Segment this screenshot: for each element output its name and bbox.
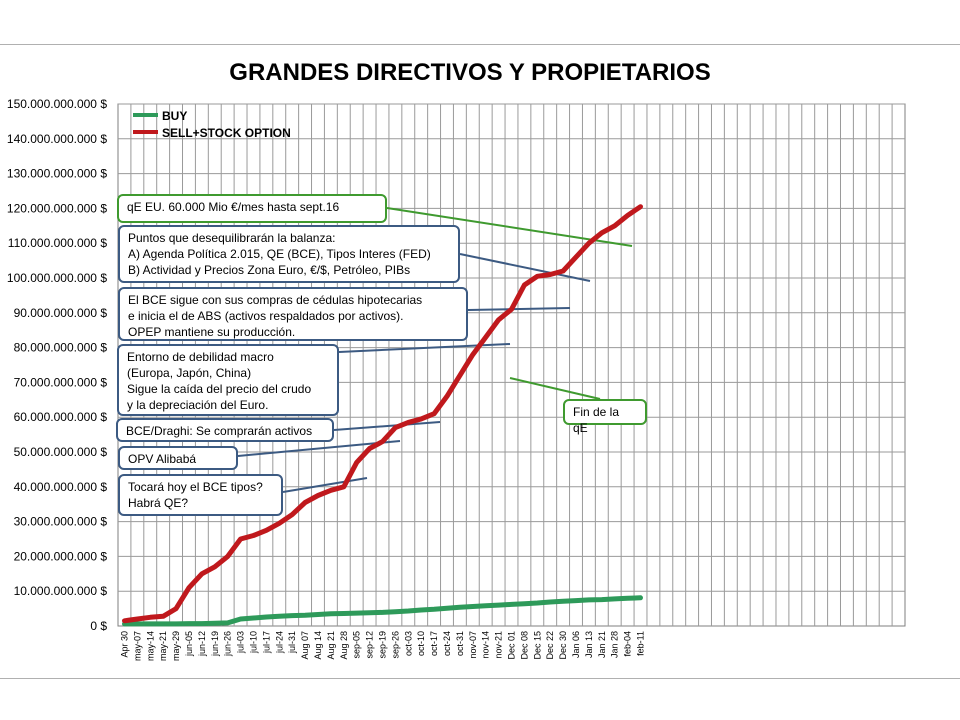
data-point (226, 621, 229, 624)
data-point (587, 242, 590, 245)
data-point (123, 619, 126, 622)
data-point (316, 494, 319, 497)
data-point (420, 608, 423, 611)
x-tick-label: Jan 21 (596, 631, 607, 659)
data-point (536, 275, 539, 278)
x-tick-label: oct-17 (429, 631, 440, 657)
x-tick-label: Jan 06 (571, 631, 582, 659)
x-tick-label: jun-05 (183, 631, 194, 657)
data-point (291, 614, 294, 617)
data-point (613, 597, 616, 600)
chart-title: GRANDES DIRECTIVOS Y PROPIETARIOS (229, 59, 711, 86)
x-tick-label: sep-12 (364, 631, 375, 659)
data-point (575, 256, 578, 259)
x-tick-label: Apr 30 (119, 631, 130, 658)
y-tick-label: 130.000.000.000 $ (6, 166, 107, 181)
y-tick-label: 100.000.000.000 $ (6, 271, 107, 285)
data-point (639, 596, 642, 599)
data-point (355, 612, 358, 615)
data-point (316, 613, 319, 616)
data-point (549, 273, 552, 276)
x-tick-label: feb-11 (635, 631, 646, 656)
data-point (613, 224, 616, 227)
data-point (265, 529, 268, 532)
x-tick-label: Aug 07 (300, 631, 311, 660)
data-point (368, 611, 371, 614)
x-tick-label: Aug 14 (312, 631, 323, 660)
data-point (484, 604, 487, 607)
data-point (536, 602, 539, 605)
x-tick-label: Dec 08 (519, 631, 530, 660)
callout-fin-qe: Fin de la qE (563, 399, 647, 425)
data-point (562, 270, 565, 273)
x-tick-label: feb-04 (622, 631, 633, 657)
x-tick-label: jun-12 (196, 631, 207, 657)
data-point (497, 318, 500, 321)
data-point (445, 607, 448, 610)
data-point (523, 602, 526, 605)
data-point (149, 622, 152, 625)
x-tick-label: may-07 (132, 631, 143, 662)
data-point (342, 485, 345, 488)
data-point (291, 513, 294, 516)
x-tick-label: Jan 13 (583, 631, 594, 659)
data-point (226, 555, 229, 558)
y-tick-label: 70.000.000.000 $ (13, 375, 107, 390)
data-point (381, 440, 384, 443)
data-point (162, 622, 165, 625)
x-tick-label: nov-14 (480, 631, 491, 659)
x-tick-label: may-14 (145, 631, 156, 662)
y-tick-label: 140.000.000.000 $ (6, 131, 107, 146)
data-point (575, 599, 578, 602)
x-tick-label: Dec 15 (532, 631, 543, 660)
x-tick-label: Dec 01 (506, 631, 517, 660)
x-tick-label: jul-31 (287, 631, 298, 654)
callout-balanza: Puntos que desequilibrarán la balanza: A) Agenda Política 2.015, QE (BCE), Tipos Interes (FED) B) Actividad y Precios Zona Euro, €/$, Petróleo, PIBs (118, 225, 460, 283)
x-tick-label: oct-03 (403, 631, 414, 657)
data-point (433, 608, 436, 611)
data-point (239, 538, 242, 541)
y-tick-label: 30.000.000.000 $ (13, 514, 107, 529)
data-point (187, 622, 190, 625)
data-point (587, 598, 590, 601)
data-point (626, 214, 629, 217)
y-tick-label: 150.000.000.000 $ (6, 97, 107, 111)
x-tick-label: may-21 (158, 631, 169, 662)
x-tick-label: Aug 21 (325, 631, 336, 660)
data-point (162, 615, 165, 618)
leader-line-fin-qe (510, 378, 600, 399)
data-point (265, 615, 268, 618)
data-point (187, 586, 190, 589)
x-tick-label: jul-17 (261, 631, 272, 654)
data-point (445, 395, 448, 398)
callout-tocara: Tocará hoy el BCE tipos? Habrá QE? (118, 474, 283, 516)
callout-debilidad: Entorno de debilidad macro (Europa, Japón, China) Sigue la caída del precio del crudo y la depreciación del Euro. (117, 344, 339, 416)
legend-label: SELL+STOCK OPTION (162, 126, 291, 140)
x-axis (119, 631, 645, 661)
data-point (523, 283, 526, 286)
data-point (549, 600, 552, 603)
callout-qe-eu: qE EU. 60.000 Mio €/mes hasta sept.16 (117, 194, 387, 223)
x-tick-label: jul-24 (274, 631, 285, 654)
data-point (600, 231, 603, 234)
x-tick-label: Dec 30 (558, 631, 569, 660)
data-point (200, 572, 203, 575)
data-point (407, 610, 410, 613)
x-tick-label: nov-21 (493, 631, 504, 659)
data-point (471, 353, 474, 356)
y-tick-label: 0 $ (90, 619, 107, 633)
data-point (381, 611, 384, 614)
data-point (213, 622, 216, 625)
data-point (329, 612, 332, 615)
data-point (420, 417, 423, 420)
data-point (342, 612, 345, 615)
data-point (252, 616, 255, 619)
y-axis (7, 97, 107, 633)
y-tick-label: 40.000.000.000 $ (13, 479, 107, 494)
leader-line-tocara (283, 478, 367, 492)
data-point (175, 607, 178, 610)
data-point (278, 615, 281, 618)
data-point (562, 600, 565, 603)
callout-opv: OPV Alibabá (118, 446, 238, 470)
data-point (200, 622, 203, 625)
x-tick-label: jun-19 (209, 631, 220, 657)
data-point (175, 622, 178, 625)
data-point (304, 614, 307, 617)
data-point (600, 598, 603, 601)
y-tick-label: 110.000.000.000 $ (7, 236, 107, 251)
data-point (304, 501, 307, 504)
data-point (484, 336, 487, 339)
callout-bce-draghi: BCE/Draghi: Se comprarán activos (116, 418, 334, 442)
y-tick-label: 10.000.000.000 $ (13, 584, 107, 599)
data-point (136, 618, 139, 621)
data-point (149, 616, 152, 619)
legend-label: BUY (162, 109, 188, 123)
data-point (471, 605, 474, 608)
data-point (394, 426, 397, 429)
data-point (136, 622, 139, 625)
x-tick-label: sep-05 (351, 631, 362, 659)
x-tick-label: Dec 22 (545, 631, 556, 660)
x-tick-label: jun-26 (222, 631, 233, 657)
y-tick-label: 20.000.000.000 $ (13, 549, 107, 564)
data-point (639, 205, 642, 208)
data-point (407, 421, 410, 424)
x-tick-label: jul-03 (235, 631, 246, 654)
x-tick-label: sep-26 (390, 631, 401, 659)
data-point (278, 522, 281, 525)
y-tick-label: 80.000.000.000 $ (13, 340, 107, 355)
x-tick-label: oct-24 (441, 631, 452, 657)
y-tick-label: 50.000.000.000 $ (13, 445, 107, 459)
data-point (213, 565, 216, 568)
x-tick-label: oct-31 (454, 631, 465, 657)
data-point (433, 412, 436, 415)
x-tick-label: Aug 28 (338, 631, 349, 660)
y-tick-label: 120.000.000.000 $ (6, 201, 107, 216)
data-point (394, 610, 397, 613)
data-point (458, 606, 461, 609)
y-tick-label: 60.000.000.000 $ (13, 410, 107, 425)
data-point (510, 603, 513, 606)
data-point (252, 534, 255, 537)
data-point (368, 447, 371, 450)
data-point (458, 374, 461, 377)
data-point (329, 489, 332, 492)
callout-bce-compras: El BCE sigue con sus compras de cédulas hipotecarias e inicia el de ABS (activos respaldados por activos). OPEP mantiene su producción. (118, 287, 468, 341)
x-tick-label: nov-07 (467, 631, 478, 659)
x-tick-label: oct-10 (416, 631, 427, 657)
data-point (510, 308, 513, 311)
x-tick-label: jul-10 (248, 631, 259, 654)
data-point (497, 604, 500, 607)
x-tick-label: Jan 28 (609, 631, 620, 659)
data-point (239, 618, 242, 621)
x-tick-label: may-29 (171, 631, 182, 662)
data-point (355, 461, 358, 464)
x-tick-label: sep-19 (377, 631, 388, 659)
y-tick-label: 90.000.000.000 $ (13, 305, 107, 320)
data-point (626, 597, 629, 600)
leader-line-bce-compras (468, 308, 570, 310)
